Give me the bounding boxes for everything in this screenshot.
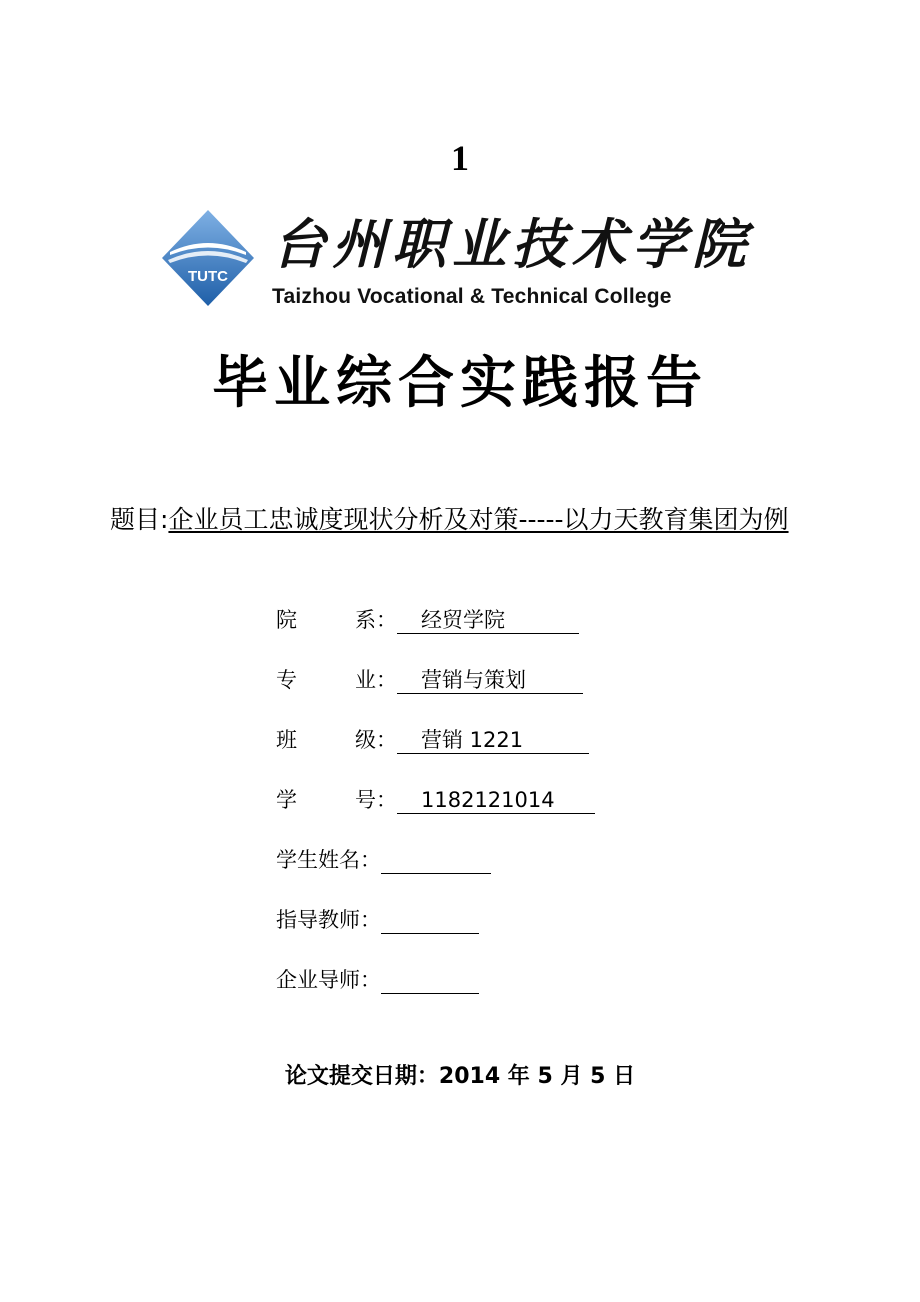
class-value: 营销 1221 [397, 724, 589, 754]
submission-date: 论文提交日期：2014 年 5 月 5 日 [284, 1064, 636, 1089]
major-label: 专 业： [276, 668, 397, 692]
department-row [276, 604, 579, 636]
student-id-value: 1182121014 [397, 784, 595, 814]
major-value: 营销与策划 [397, 664, 583, 694]
logo-mark-text: TUTC [188, 268, 228, 285]
advisor-label: 指导教师： [276, 908, 381, 932]
major-row [276, 664, 583, 696]
department-label: 院 系： [276, 608, 397, 632]
department-value: 经贸学院 [397, 604, 579, 634]
student-name-row [276, 844, 491, 876]
tutc-diamond-emblem [160, 208, 256, 308]
topic-value: 企业员工忠诚度现状分析及对策-----以力天教育集团为例 [168, 505, 789, 534]
report-title: 毕业综合实践报告 [212, 351, 708, 416]
student-name-label: 学生姓名： [276, 848, 381, 872]
company-mentor-value [381, 964, 479, 994]
page-number: 1 [451, 138, 469, 178]
company-mentor-label: 企业导师： [276, 968, 381, 992]
student-id-row [276, 784, 595, 816]
student-name-value [381, 844, 491, 874]
college-english-name: Taizhou Vocational & Technical College [272, 285, 672, 308]
advisor-row [276, 904, 479, 936]
college-chinese-name: 台州职业技术学院 [272, 212, 752, 276]
college-logo [160, 206, 760, 316]
topic-line [110, 502, 830, 538]
student-id-label: 学 号： [276, 788, 397, 812]
company-mentor-row [276, 964, 479, 996]
class-label: 班 级： [276, 728, 397, 752]
topic-label: 题目: [110, 505, 169, 534]
class-row [276, 724, 589, 756]
advisor-value [381, 904, 479, 934]
